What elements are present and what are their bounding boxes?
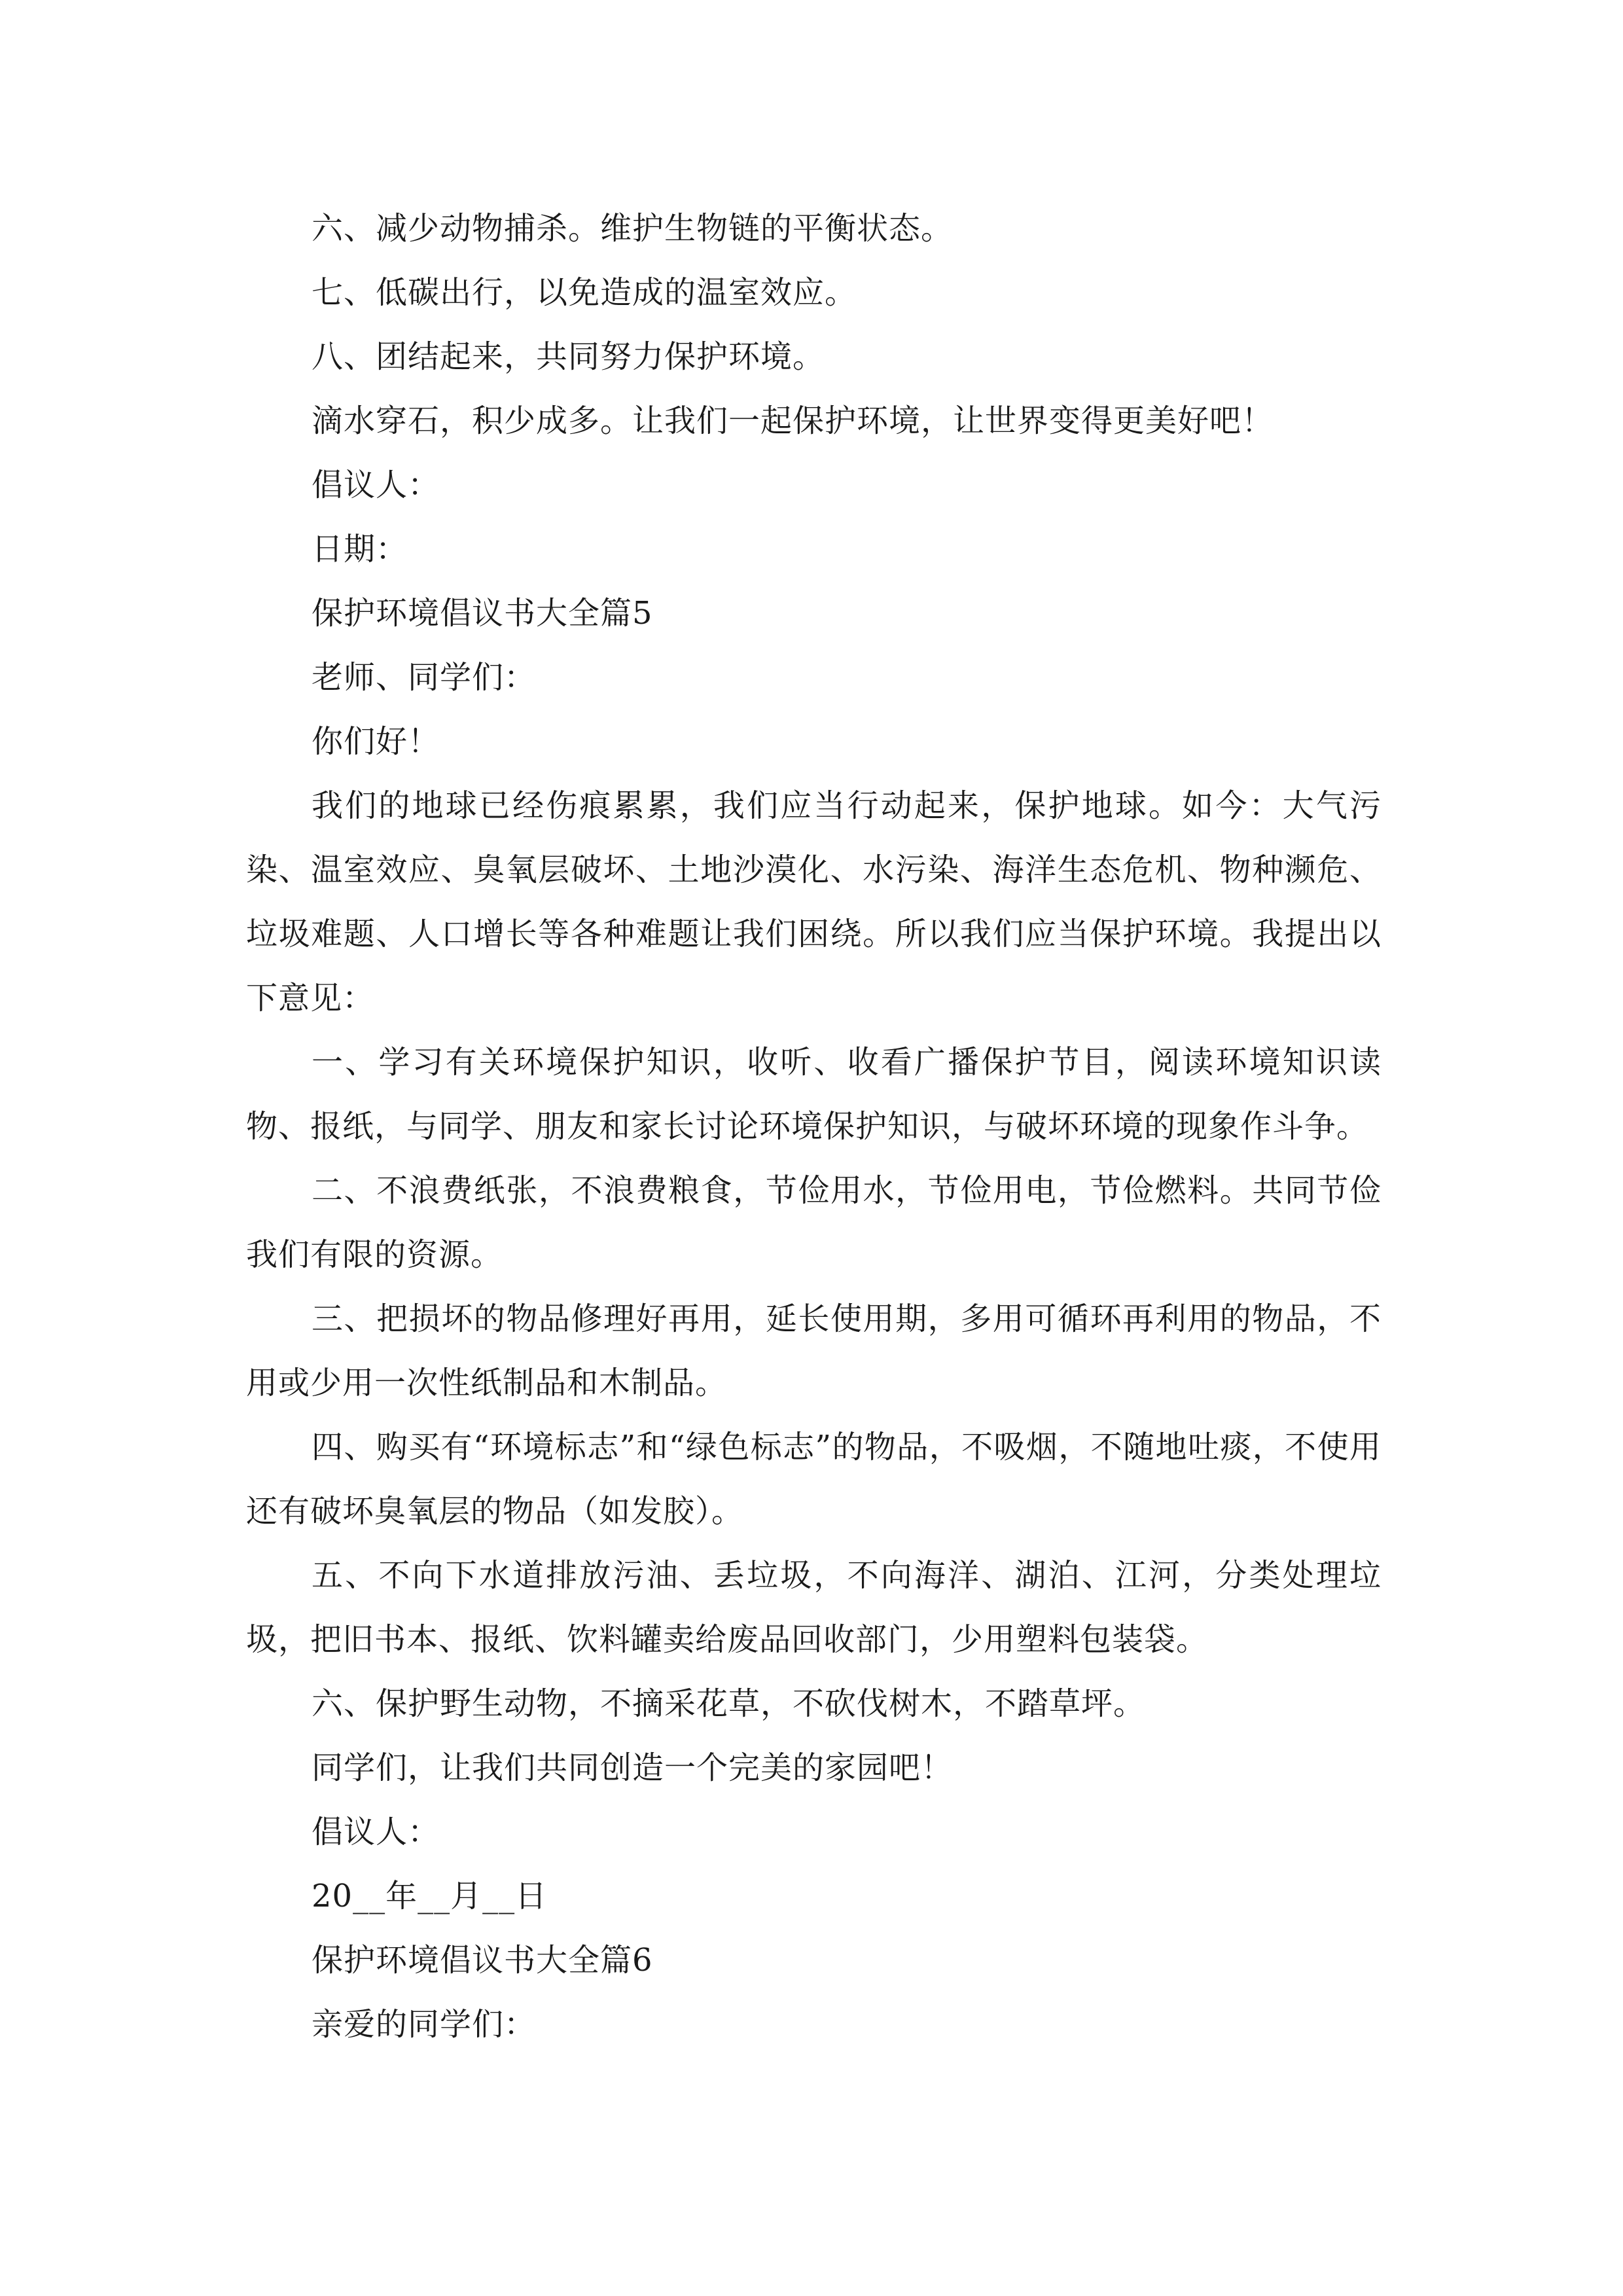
paragraph-closing-slogan: 滴水穿石，积少成多。让我们一起保护环境，让世界变得更美好吧！	[312, 403, 1274, 439]
greeting: 你们好！	[312, 723, 440, 760]
date-label: 日期：	[312, 531, 408, 567]
paragraph-item-7-low-carbon: 七、低碳出行，以免造成的温室效应。	[312, 274, 857, 311]
paragraph-item-6-wildlife: 六、保护野生动物，不摘采花草，不砍伐树木，不踏草坪。	[312, 1685, 1146, 1722]
paragraph-item-8-unite: 八、团结起来，共同努力保护环境。	[312, 338, 825, 375]
paragraph-item-4-green-products: 四、购买有“环境标志”和“绿色标志”的物品，不吸烟，不随地吐痰，不使用还有破坏臭氧层的物品（如发胶）。	[246, 1429, 1382, 1530]
section-title-5: 保护环境倡议书大全篇5	[312, 595, 653, 632]
salutation-teachers-students: 老师、同学们：	[312, 659, 537, 696]
document-body	[246, 196, 1382, 2056]
paragraph-item-5-waste: 五、不向下水道排放污油、丢垃圾，不向海洋、湖泊、江河，分类处理垃圾，把旧书本、报纸、饮料罐卖给废品回收部门，少用塑料包装袋。	[246, 1557, 1382, 1658]
paragraph-item-2-save-resources: 二、不浪费纸张，不浪费粮食，节俭用水，节俭用电，节俭燃料。共同节俭我们有限的资源。	[246, 1172, 1382, 1273]
salutation-dear-students: 亲爱的同学们：	[312, 2006, 537, 2043]
section-title-6: 保护环境倡议书大全篇6	[312, 1942, 653, 1979]
paragraph-item-6-reduce-hunting: 六、减少动物捕杀。维护生物链的平衡状态。	[312, 210, 954, 247]
proposer-label-2: 倡议人：	[312, 1814, 440, 1850]
proposer-label: 倡议人：	[312, 467, 440, 503]
paragraph-item-3-reuse: 三、把损坏的物品修理好再用，延长使用期，多用可循环再利用的物品，不用或少用一次性纸制品和木制品。	[246, 1300, 1382, 1401]
paragraph-closing-home: 同学们，让我们共同创造一个完美的家园吧！	[312, 1749, 954, 1786]
date-line: 20__年__月__日	[312, 1878, 548, 1914]
paragraph-earth-problems: 我们的地球已经伤痕累累，我们应当行动起来，保护地球。如今：大气污染、温室效应、臭氧层破坏、土地沙漠化、水污染、海洋生态危机、物种濒危、垃圾难题、人口增长等各种难题让我们困绕。所以我们应当保护环境。我提出以下意见：	[246, 787, 1382, 1016]
paragraph-item-1-learn: 一、学习有关环境保护知识，收听、收看广播保护节目，阅读环境知识读物、报纸，与同学、朋友和家长讨论环境保护知识，与破坏环境的现象作斗争。	[246, 1044, 1382, 1145]
